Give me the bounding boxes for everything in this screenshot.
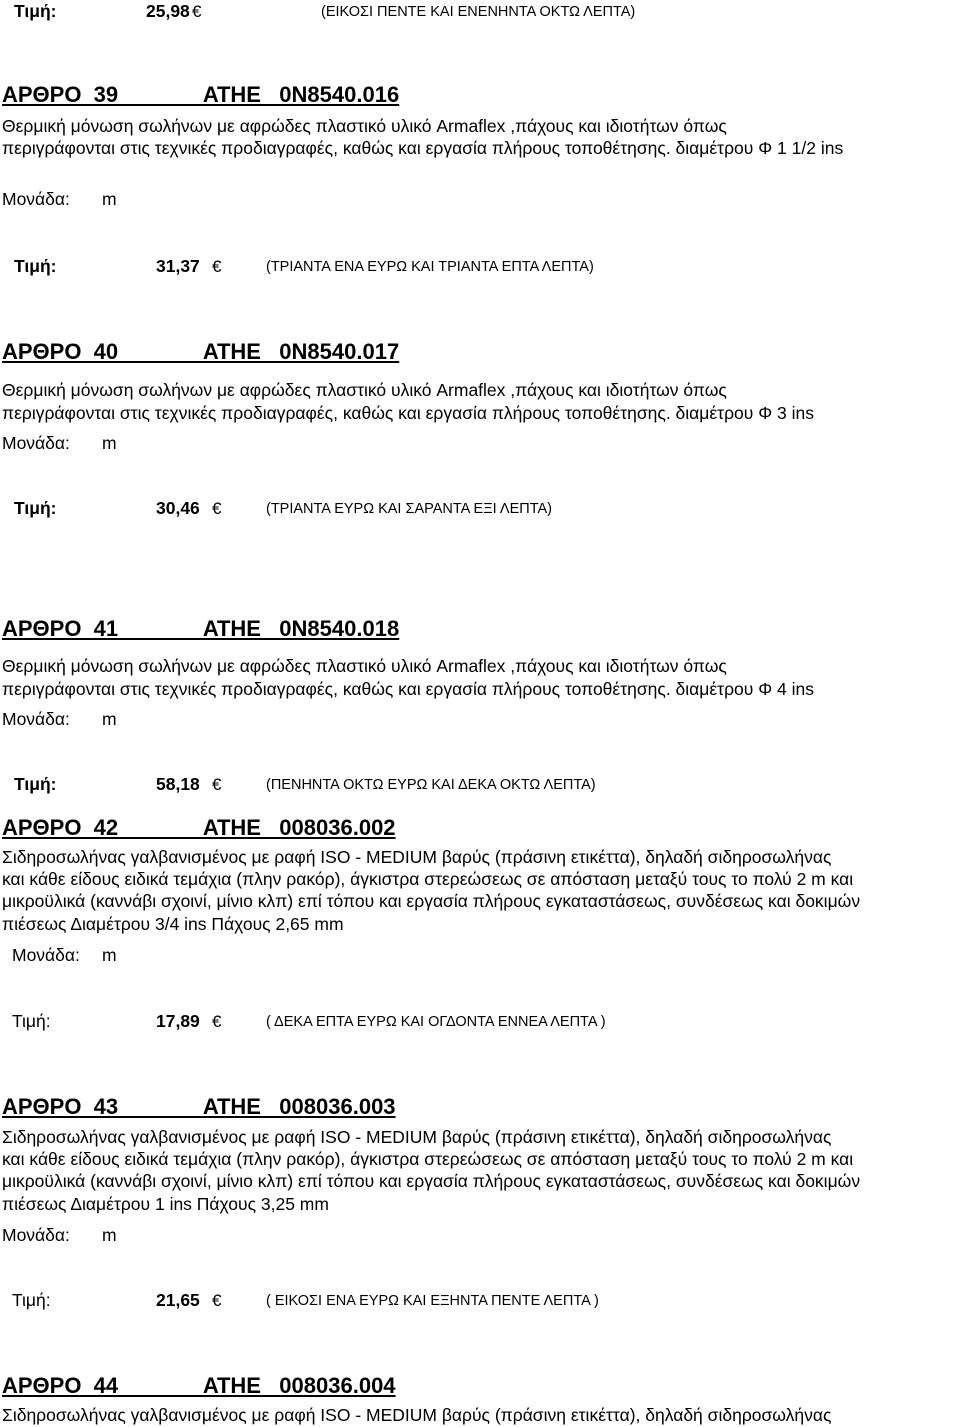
- unit-value: m: [102, 189, 117, 209]
- price-label: Τιμή:: [14, 256, 57, 276]
- price-words: (ΤΡΙΑΝΤΑ ΕΥΡΩ ΚΑΙ ΣΑΡΑΝΤΑ ΕΞΙ ΛΕΠΤΑ): [266, 501, 553, 517]
- price-value: 31,37: [156, 256, 200, 276]
- article-header: ΑΡΘΡΟ 43 ΑΤΗΕ 008036.003: [2, 1094, 396, 1119]
- unit-value: m: [102, 1225, 117, 1245]
- description-line: περιγράφονται στις τεχνικές προδιαγραφές, καθώς και εργασία πλήρους τοποθέτησης. διαμέτρου Φ 3 ins: [2, 403, 815, 423]
- article-header: ΑΡΘΡΟ 44 ΑΤΗΕ 008036.004: [2, 1373, 396, 1398]
- unit-label: Μονάδα:: [2, 433, 70, 453]
- euro-icon: €: [192, 2, 202, 21]
- price-value: 30,46: [156, 498, 200, 518]
- description-line: Σιδηροσωλήνας γαλβανισμένος με ραφή ISO - MEDIUM βαρύς (πράσινη ετικέττα), δηλαδή σιδηροσωλήνας: [2, 1127, 832, 1147]
- description-line: και κάθε είδους ειδικά τεμάχια (πλην ρακόρ), άγκιστρα στερεώσεως σε απόσταση μεταξύ τους το πολύ 2 m και: [2, 869, 854, 889]
- description-line: μικροϋλικά (καννάβι σχοινί, μίνιο κλπ) επί τόπου και εργασία πλήρους εγκαταστάσεως, συνδέσεως και δοκιμών: [2, 1171, 861, 1191]
- unit-label: Μονάδα:: [2, 1225, 70, 1245]
- unit-value: m: [102, 433, 117, 453]
- article-header: ΑΡΘΡΟ 39 ΑΤΗΕ 0Ν8540.016: [2, 82, 400, 107]
- price-value: 21,65: [156, 1290, 200, 1310]
- price-words: (ΤΡΙΑΝΤΑ ΕΝΑ ΕΥΡΩ ΚΑΙ ΤΡΙΑΝΤΑ ΕΠΤΑ ΛΕΠΤΑ): [266, 259, 594, 275]
- description-line: Σιδηροσωλήνας γαλβανισμένος με ραφή ISO - MEDIUM βαρύς (πράσινη ετικέττα), δηλαδή σιδηροσωλήνας: [2, 847, 832, 867]
- euro-icon: €: [212, 499, 222, 518]
- price-label: Τιμή:: [14, 1, 57, 21]
- price-label: Τιμή:: [12, 1290, 51, 1310]
- euro-icon: €: [212, 257, 222, 276]
- euro-icon: €: [212, 775, 222, 794]
- price-label: Τιμή:: [14, 774, 57, 794]
- price-value: 17,89: [156, 1011, 200, 1031]
- unit-label: Μονάδα:: [2, 189, 70, 209]
- price-words: (ΕΙΚΟΣΙ ΠΕΝΤΕ ΚΑΙ ΕΝΕΝΗΝΤΑ ΟΚΤΩ ΛΕΠΤΑ): [321, 4, 636, 20]
- unit-value: m: [102, 945, 117, 965]
- unit-label: Μονάδα:: [2, 709, 70, 729]
- euro-icon: €: [212, 1012, 222, 1031]
- article-header: ΑΡΘΡΟ 40 ΑΤΗΕ 0Ν8540.017: [2, 339, 400, 364]
- euro-icon: €: [212, 1291, 222, 1310]
- description-line: Θερμική μόνωση σωλήνων με αφρώδες πλαστικό υλικό Armaflex ,πάχους και ιδιοτήτων όπως: [2, 380, 727, 400]
- unit-value: m: [102, 709, 117, 729]
- price-words: (ΠΕΝΗΝΤΑ ΟΚΤΩ ΕΥΡΩ ΚΑΙ ΔΕΚΑ ΟΚΤΩ ΛΕΠΤΑ): [266, 777, 596, 793]
- description-line: περιγράφονται στις τεχνικές προδιαγραφές, καθώς και εργασία πλήρους τοποθέτησης. διαμέτρου Φ 1 1/2 ins: [2, 138, 844, 158]
- price-words: ( ΔΕΚΑ ΕΠΤΑ ΕΥΡΩ ΚΑΙ ΟΓΔΟΝΤΑ ΕΝΝΕΑ ΛΕΠΤΑ ): [266, 1014, 606, 1030]
- price-value: 25,98: [146, 1, 190, 21]
- description-line: Θερμική μόνωση σωλήνων με αφρώδες πλαστικό υλικό Armaflex ,πάχους και ιδιοτήτων όπως: [2, 656, 727, 676]
- description-line: πιέσεως Διαμέτρου 3/4 ins Πάχους 2,65 mm: [2, 914, 344, 934]
- price-label: Τιμή:: [14, 498, 57, 518]
- price-words: ( ΕΙΚΟΣΙ ΕΝΑ ΕΥΡΩ ΚΑΙ ΕΞΗΝΤΑ ΠΕΝΤΕ ΛΕΠΤΑ ): [266, 1293, 599, 1309]
- price-value: 58,18: [156, 774, 200, 794]
- article-header: ΑΡΘΡΟ 41 ΑΤΗΕ 0Ν8540.018: [2, 616, 400, 641]
- description-line: και κάθε είδους ειδικά τεμάχια (πλην ρακόρ), άγκιστρα στερεώσεως σε απόσταση μεταξύ τους το πολύ 2 m και: [2, 1149, 854, 1169]
- price-label: Τιμή:: [12, 1011, 51, 1031]
- description-line: περιγράφονται στις τεχνικές προδιαγραφές, καθώς και εργασία πλήρους τοποθέτησης. διαμέτρου Φ 4 ins: [2, 679, 815, 699]
- description-line: μικροϋλικά (καννάβι σχοινί, μίνιο κλπ) επί τόπου και εργασία πλήρους εγκαταστάσεως, συνδέσεως και δοκιμών: [2, 891, 861, 911]
- article-header: ΑΡΘΡΟ 42 ΑΤΗΕ 008036.002: [2, 815, 396, 840]
- description-line: Θερμική μόνωση σωλήνων με αφρώδες πλαστικό υλικό Armaflex ,πάχους και ιδιοτήτων όπως: [2, 116, 727, 136]
- description-line: πιέσεως Διαμέτρου 1 ins Πάχους 3,25 mm: [2, 1194, 329, 1214]
- description-line: Σιδηροσωλήνας γαλβανισμένος με ραφή ISO - MEDIUM βαρύς (πράσινη ετικέττα), δηλαδή σιδηροσωλήνας: [2, 1405, 832, 1425]
- unit-label: Μονάδα:: [12, 945, 80, 965]
